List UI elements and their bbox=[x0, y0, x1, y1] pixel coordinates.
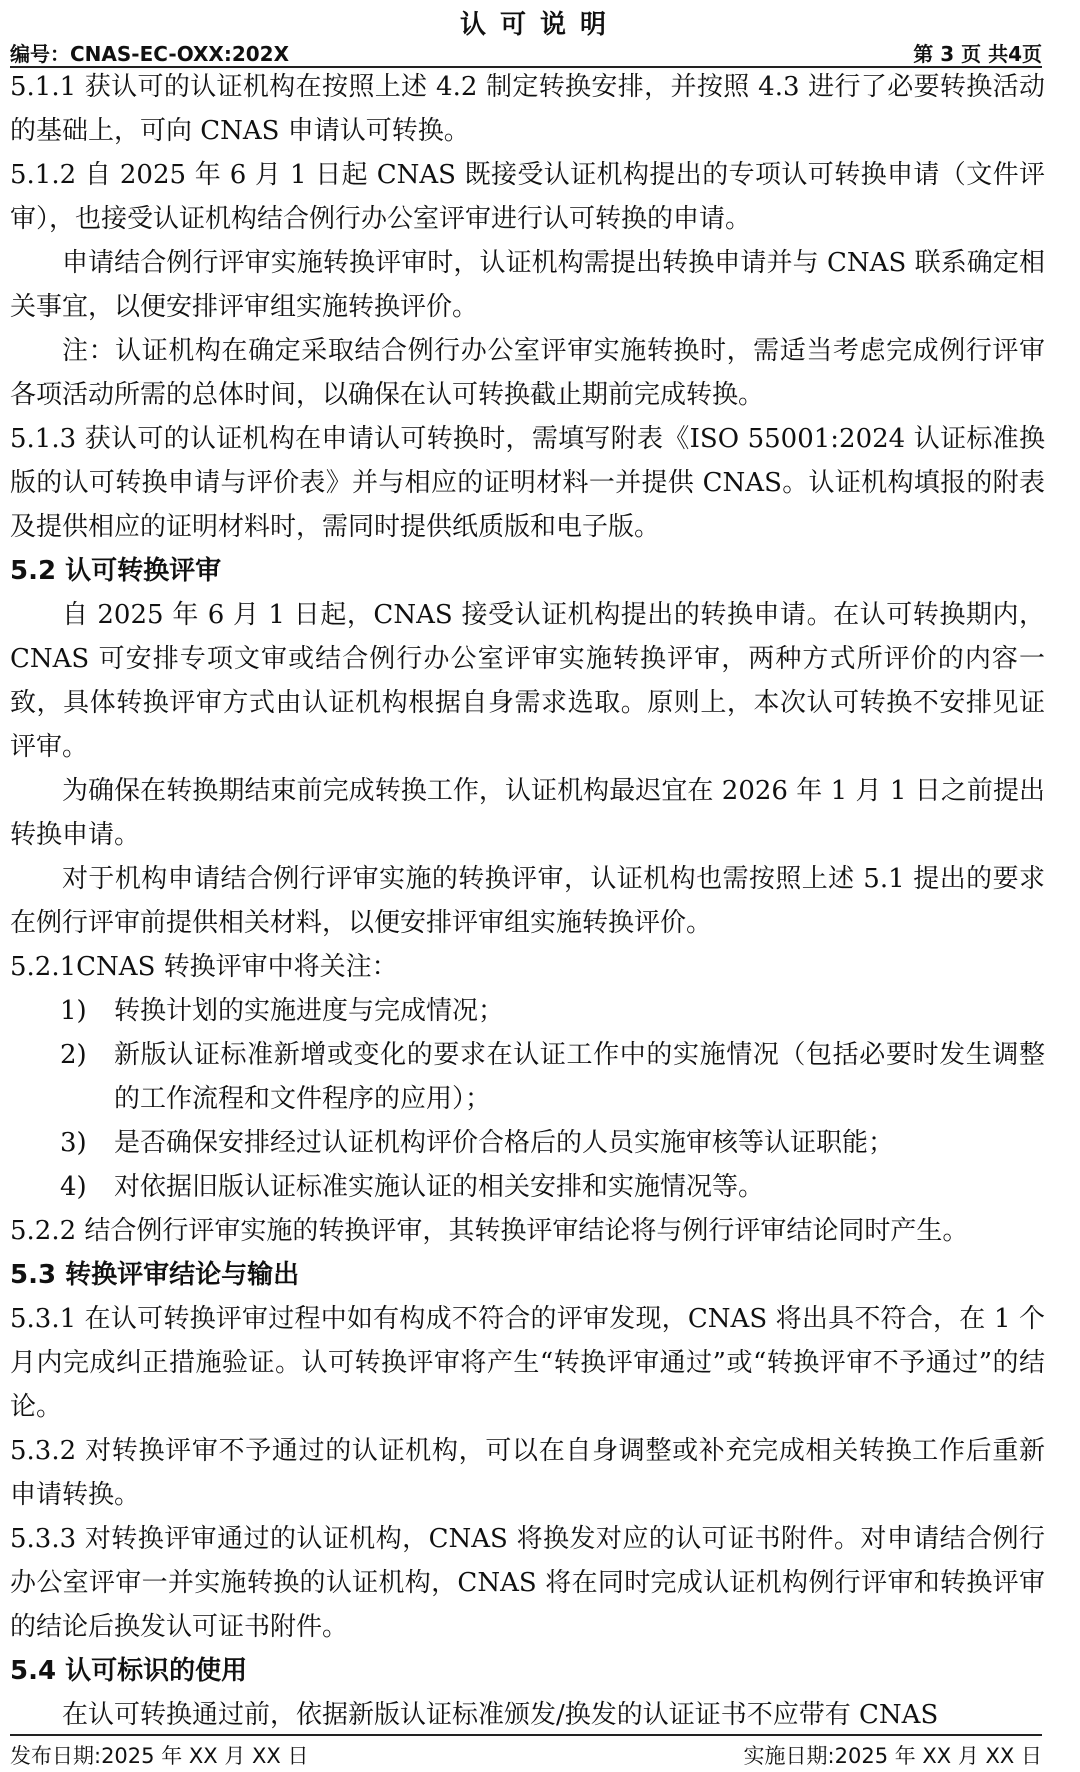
list-item bbox=[10, 1165, 1045, 1209]
paragraph-routine-review: 申请结合例行评审实施转换评审时，认证机构需提出转换申请并与 CNAS 联系确定相关事宜，以便安排评审组实施转换评价。 bbox=[10, 248, 1045, 322]
page-number: 第 3 页 共4页 bbox=[913, 42, 1042, 66]
list-item bbox=[10, 1121, 1045, 1165]
paragraph-5-1-2: 5.1.2 自 2025 年 6 月 1 日起 CNAS 既接受认证机构提出的专项认可转换申请（文件评审），也接受认证机构结合例行办公室评审进行认可转换的申请。 bbox=[10, 160, 1045, 234]
document-number: 编号：CNAS-EC-OXX:202X bbox=[10, 42, 289, 66]
document-body bbox=[10, 65, 1045, 1737]
note-paragraph: 注：认证机构在确定采取结合例行办公室评审实施转换时，需适当考虑完成例行评审各项活动所需的总体时间，以确保在认可转换截止期前完成转换。 bbox=[10, 336, 1045, 410]
paragraph-5-1-1: 5.1.1 获认可的认证机构在按照上述 4.2 制定转换安排，并按照 4.3 进行了必要转换活动的基础上，可向 CNAS 申请认可转换。 bbox=[10, 72, 1045, 146]
effective-date: 实施日期:2025 年 XX 月 XX 日 bbox=[743, 1744, 1042, 1768]
list-item-text: 对依据旧版认证标准实施认证的相关安排和实施情况等。 bbox=[114, 1172, 765, 1202]
section-heading-5-2: 5.2 认可转换评审 bbox=[10, 556, 222, 586]
list-item-number: 1) bbox=[60, 996, 87, 1026]
paragraph-5-2-intro: 自 2025 年 6 月 1 日起，CNAS 接受认证机构提出的转换申请。在认可转换期内，CNAS 可安排专项文审或结合例行办公室评审实施转换评审，两种方式所评价的内容一致，具体转换评审方式由认证机构根据自身需求选取。原则上，本次认可转换不安排见证评审。 bbox=[10, 600, 1045, 762]
list-item-text: 是否确保安排经过认证机构评价合格后的人员实施审核等认证职能； bbox=[114, 1128, 895, 1158]
list-item-number: 2) bbox=[60, 1040, 87, 1070]
list-item-number: 4) bbox=[60, 1172, 87, 1202]
paragraph-5-2-2: 5.2.2 结合例行评审实施的转换评审，其转换评审结论将与例行评审结论同时产生。 bbox=[10, 1216, 969, 1246]
paragraph-routine-materials: 对于机构申请结合例行评审实施的转换评审，认证机构也需按照上述 5.1 提出的要求在例行评审前提供相关材料，以便安排评审组实施转换评价。 bbox=[10, 864, 1045, 938]
paragraph-deadline: 为确保在转换期结束前完成转换工作，认证机构最迟宜在 2026 年 1 月 1 日之前提出转换申请。 bbox=[10, 776, 1045, 850]
paragraph-5-3-3: 5.3.3 对转换评审通过的认证机构，CNAS 将换发对应的认可证书附件。对申请结合例行办公室评审一并实施转换的认证机构，CNAS 将在同时完成认证机构例行评审和转换评审的结论后换发认可证书附件。 bbox=[10, 1524, 1045, 1642]
page-footer bbox=[10, 1734, 1042, 1772]
section-heading-5-4: 5.4 认可标识的使用 bbox=[10, 1656, 248, 1686]
paragraph-5-2-1: 5.2.1CNAS 转换评审中将关注： bbox=[10, 952, 398, 982]
list-item bbox=[10, 989, 1045, 1033]
paragraph-5-4: 在认可转换通过前，依据新版认证标准颁发/换发的认证证书不应带有 CNAS bbox=[62, 1700, 939, 1730]
paragraph-5-3-2: 5.3.2 对转换评审不予通过的认证机构，可以在自身调整或补充完成相关转换工作后重新申请转换。 bbox=[10, 1436, 1045, 1510]
document-title: 认可说明 bbox=[459, 10, 620, 40]
publish-date: 发布日期:2025 年 XX 月 XX 日 bbox=[10, 1744, 309, 1768]
list-item-number: 3) bbox=[60, 1128, 87, 1158]
list-item-text: 转换计划的实施进度与完成情况； bbox=[114, 996, 505, 1026]
section-heading-5-3: 5.3 转换评审结论与输出 bbox=[10, 1260, 300, 1290]
page-header bbox=[10, 36, 1042, 68]
list-item-text: 新版认证标准新增或变化的要求在认证工作中的实施情况（包括必要时发生调整的工作流程和文件程序的应用）； bbox=[114, 1040, 1045, 1114]
focus-list bbox=[10, 989, 1045, 1209]
list-item bbox=[10, 1033, 1045, 1121]
paragraph-5-3-1: 5.3.1 在认可转换评审过程中如有构成不符合的评审发现，CNAS 将出具不符合，在 1 个月内完成纠正措施验证。认可转换评审将产生“转换评审通过”或“转换评审不予通过”的结论。 bbox=[10, 1304, 1045, 1422]
paragraph-5-1-3: 5.1.3 获认可的认证机构在申请认可转换时，需填写附表《ISO 55001:2024 认证标准换版的认可转换申请与评价表》并与相应的证明材料一并提供 CNAS。认证机构填报的附表及提供相应的证明材料时，需同时提供纸质版和电子版。 bbox=[10, 424, 1045, 542]
